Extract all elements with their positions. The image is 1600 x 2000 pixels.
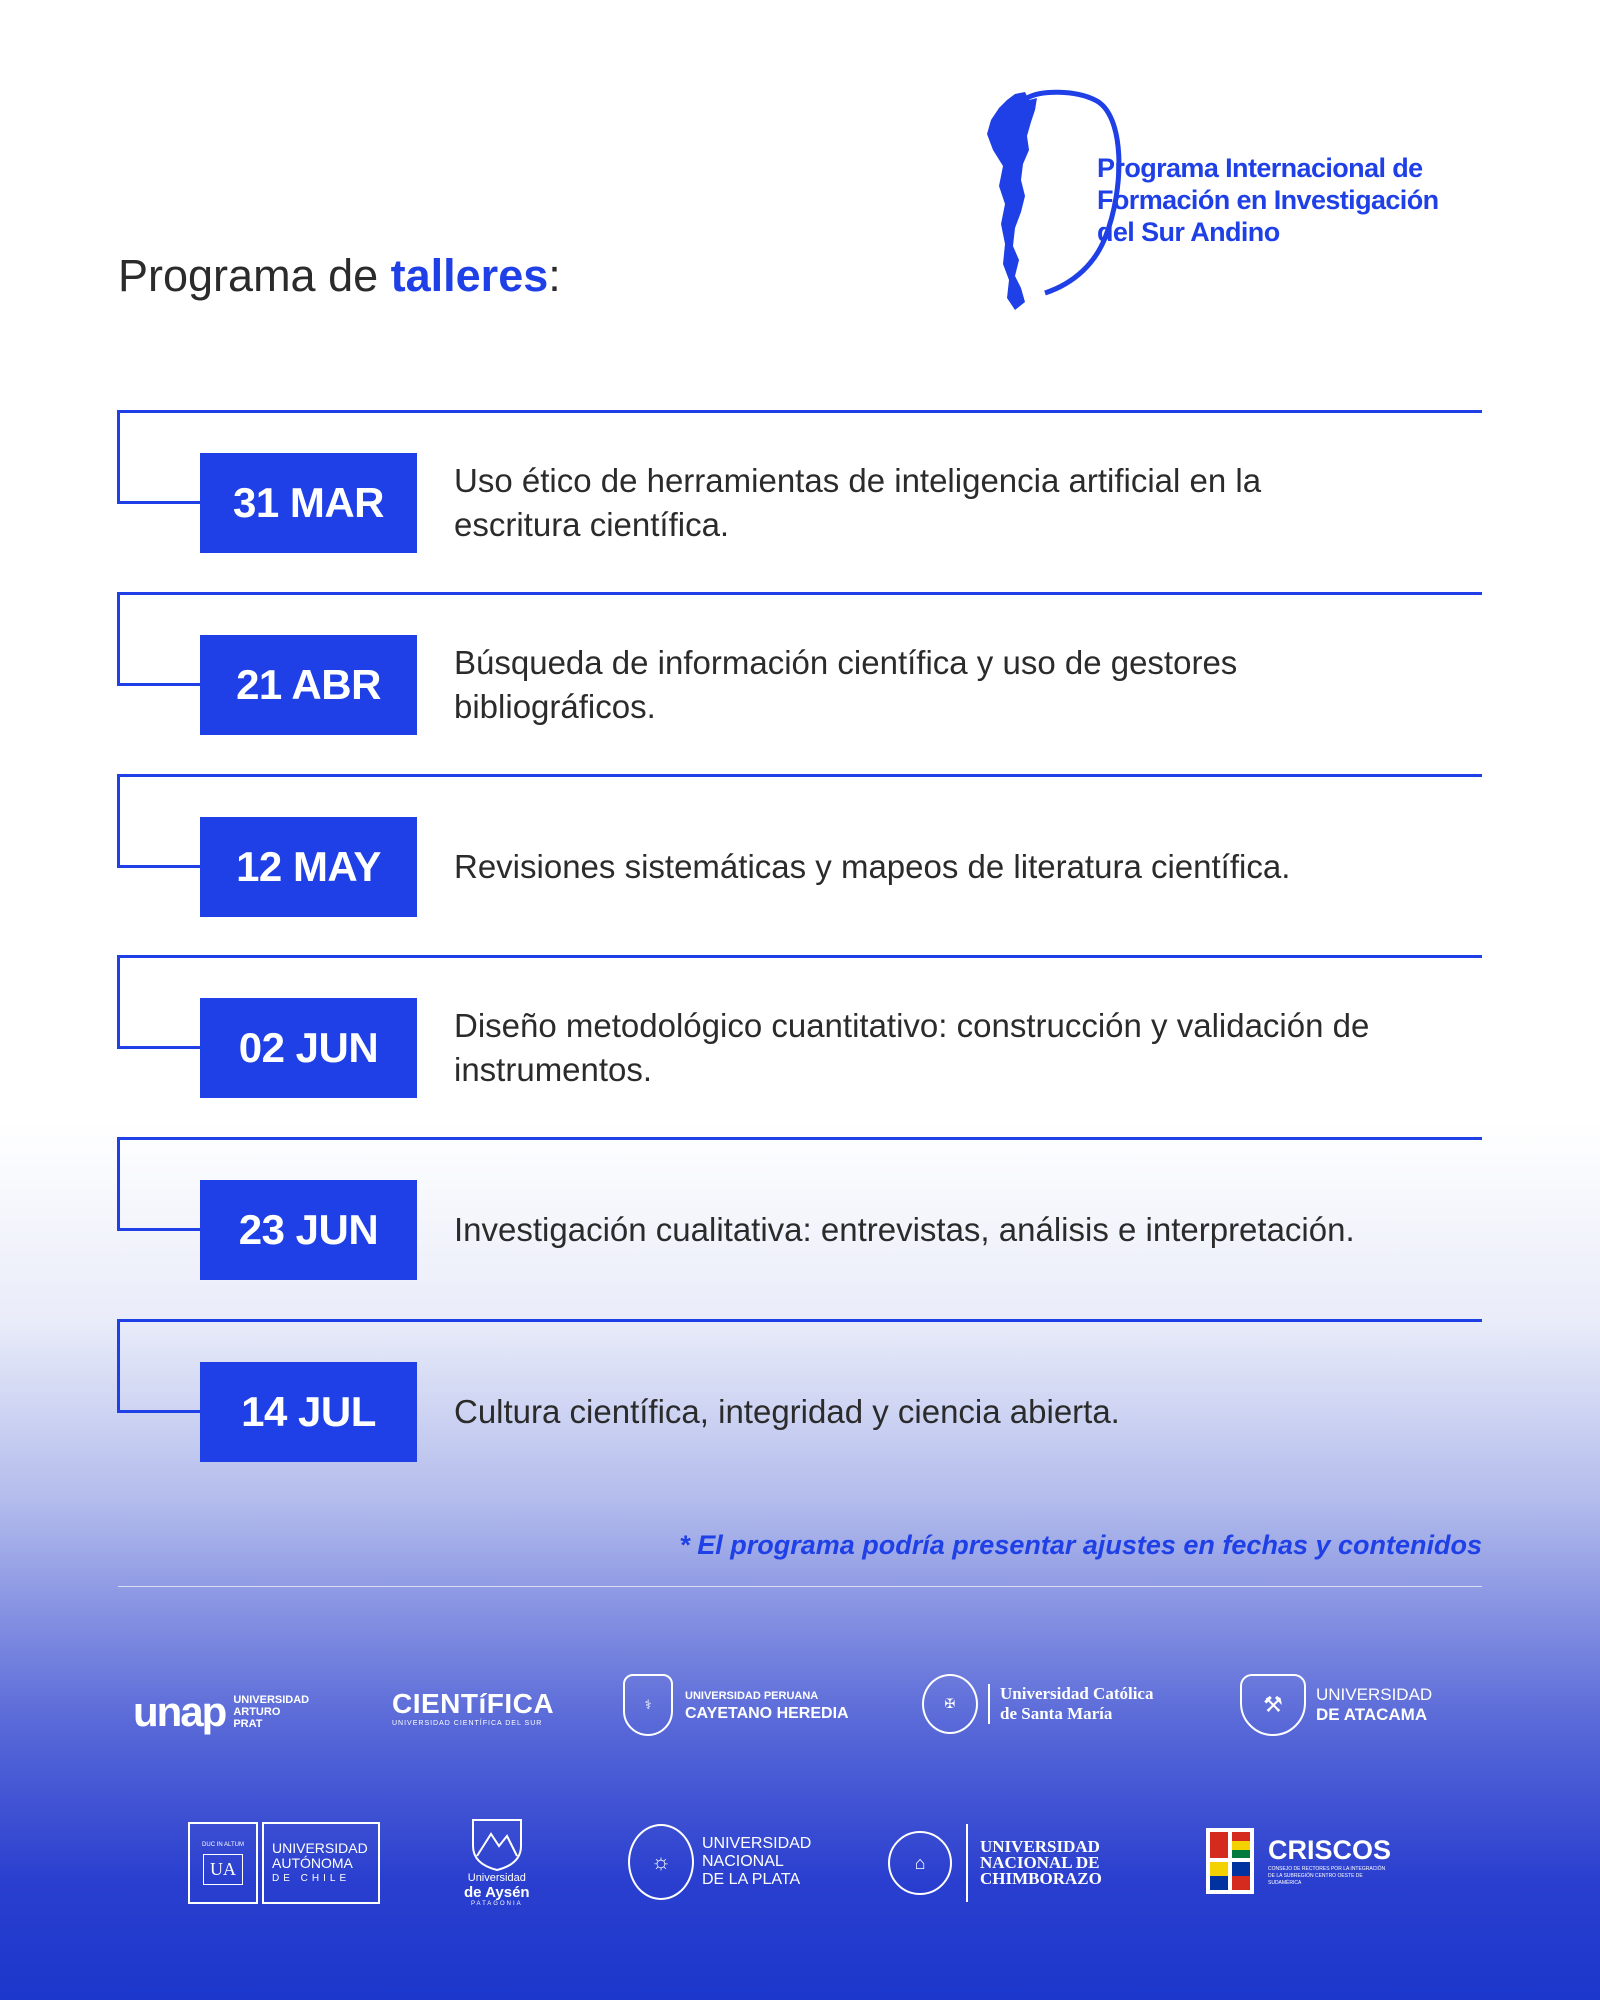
chimborazo-line2: NACIONAL DE (980, 1853, 1100, 1872)
cayetano-line1: UNIVERSIDAD PERUANA (685, 1690, 819, 1702)
ua-shield-icon (188, 1822, 258, 1904)
logo-ucsm (922, 1674, 1153, 1734)
ua-seal: UA (203, 1854, 243, 1885)
disclaimer-note: * El programa podría presentar ajustes en fechas y contenidos (679, 1530, 1482, 1560)
criscos-line2: CONSEJO DE RECTORES POR LA INTEGRACIÓN (1268, 1866, 1386, 1872)
workshop-row (0, 1319, 1600, 1501)
criscos-line4: SUDAMÉRICA (1268, 1880, 1302, 1886)
program-title: Programa Internacional de Formación en Investigación del Sur Andino (1097, 153, 1439, 247)
aysen-line1: Universidad (467, 1872, 526, 1884)
logo-la-plata (628, 1824, 811, 1900)
atacama-line1: UNIVERSIDAD (1316, 1685, 1433, 1704)
workshop-date: 02 JUN (200, 998, 417, 1098)
logo-unap (133, 1688, 309, 1736)
unap-line2: ARTURO (233, 1706, 281, 1718)
laplata-line3: DE LA PLATA (702, 1871, 801, 1888)
logo-chimborazo (888, 1824, 1102, 1902)
chimborazo-separator (966, 1824, 968, 1902)
flags-cross-icon (1202, 1826, 1258, 1896)
workshop-topic: Diseño metodológico cuantitativo: construcción y validación de instrumentos. (454, 1007, 1370, 1088)
workshop-row (0, 774, 1600, 956)
heading-prefix: Programa de (118, 250, 391, 301)
logo-cientifica (392, 1688, 554, 1727)
workshop-row (0, 592, 1600, 774)
workshop-date: 12 MAY (200, 817, 417, 917)
chimborazo-line1: UNIVERSIDAD (980, 1837, 1100, 1856)
caduceus-shield-icon: ⚕ (623, 1674, 673, 1736)
unap-line1: UNIVERSIDAD (233, 1694, 310, 1706)
workshop-row (0, 410, 1600, 592)
criscos-line1: CRISCOS (1268, 1835, 1392, 1865)
autonoma-line2: AUTÓNOMA (272, 1854, 353, 1871)
workshop-topic: Búsqueda de información científica y uso de gestores bibliográficos. (454, 644, 1238, 725)
criscos-line3: DE LA SUBREGIÓN CENTRO OESTE DE (1268, 1873, 1363, 1879)
aysen-line2: de Aysén (464, 1884, 530, 1901)
heading-suffix: : (548, 250, 561, 301)
crossed-hammers-shield-icon: ⚒ (1240, 1674, 1306, 1736)
logo-atacama (1240, 1674, 1432, 1736)
logo-cayetano-heredia (623, 1674, 849, 1736)
ucsm-separator (988, 1684, 990, 1724)
unap-line3: PRAT (233, 1718, 263, 1730)
workshop-row (0, 1137, 1600, 1319)
workshop-topic: Cultura científica, integridad y ciencia abierta. (454, 1393, 1120, 1430)
workshop-date: 31 MAR (200, 453, 417, 553)
workshop-topic: Investigación cualitativa: entrevistas, análisis e interpretación. (454, 1211, 1355, 1248)
chimborazo-line3: CHIMBORAZO (980, 1869, 1102, 1888)
logo-criscos (1202, 1826, 1391, 1896)
program-logo (985, 88, 1485, 318)
atacama-line2: DE ATACAMA (1316, 1705, 1428, 1724)
laplata-line2: NACIONAL (702, 1853, 784, 1870)
logo-autonoma (188, 1822, 380, 1904)
cientifica-sub: UNIVERSIDAD CIENTÍFICA DEL SUR (392, 1720, 543, 1727)
unach-seal-icon: ⌂ (888, 1831, 952, 1895)
logo-aysen (464, 1816, 530, 1907)
cayetano-line2: CAYETANO HEREDIA (685, 1705, 849, 1722)
footer-divider (118, 1586, 1482, 1587)
workshop-date: 14 JUL (200, 1362, 417, 1462)
workshop-topic: Uso ético de herramientas de inteligencia artificial en la escritura científica. (454, 462, 1262, 543)
ucsm-line2: de Santa María (1000, 1704, 1113, 1723)
page-heading (118, 250, 561, 302)
workshop-topic: Revisiones sistemáticas y mapeos de literatura científica. (454, 848, 1291, 885)
ucsm-line1: Universidad Católica (1000, 1684, 1154, 1703)
ua-motto: DUC IN ALTUM (202, 1841, 244, 1848)
laplata-line1: UNIVERSIDAD (702, 1835, 812, 1852)
autonoma-line3: DE CHILE (272, 1872, 351, 1884)
workshop-row (0, 955, 1600, 1137)
mountain-shield-icon (467, 1816, 527, 1872)
cientifica-mark: CIENTíFICA (392, 1688, 555, 1719)
aysen-line3: PATAGONIA (470, 1901, 523, 1907)
workshop-date: 23 JUN (200, 1180, 417, 1280)
unlp-seal-icon: ☼ (628, 1824, 694, 1900)
workshop-date: 21 ABR (200, 635, 417, 735)
unap-mark: unap (133, 1688, 226, 1735)
autonoma-line1: UNIVERSIDAD (272, 1839, 368, 1856)
ucsm-seal-icon: ✠ (922, 1674, 978, 1734)
heading-accent: talleres (390, 250, 549, 301)
